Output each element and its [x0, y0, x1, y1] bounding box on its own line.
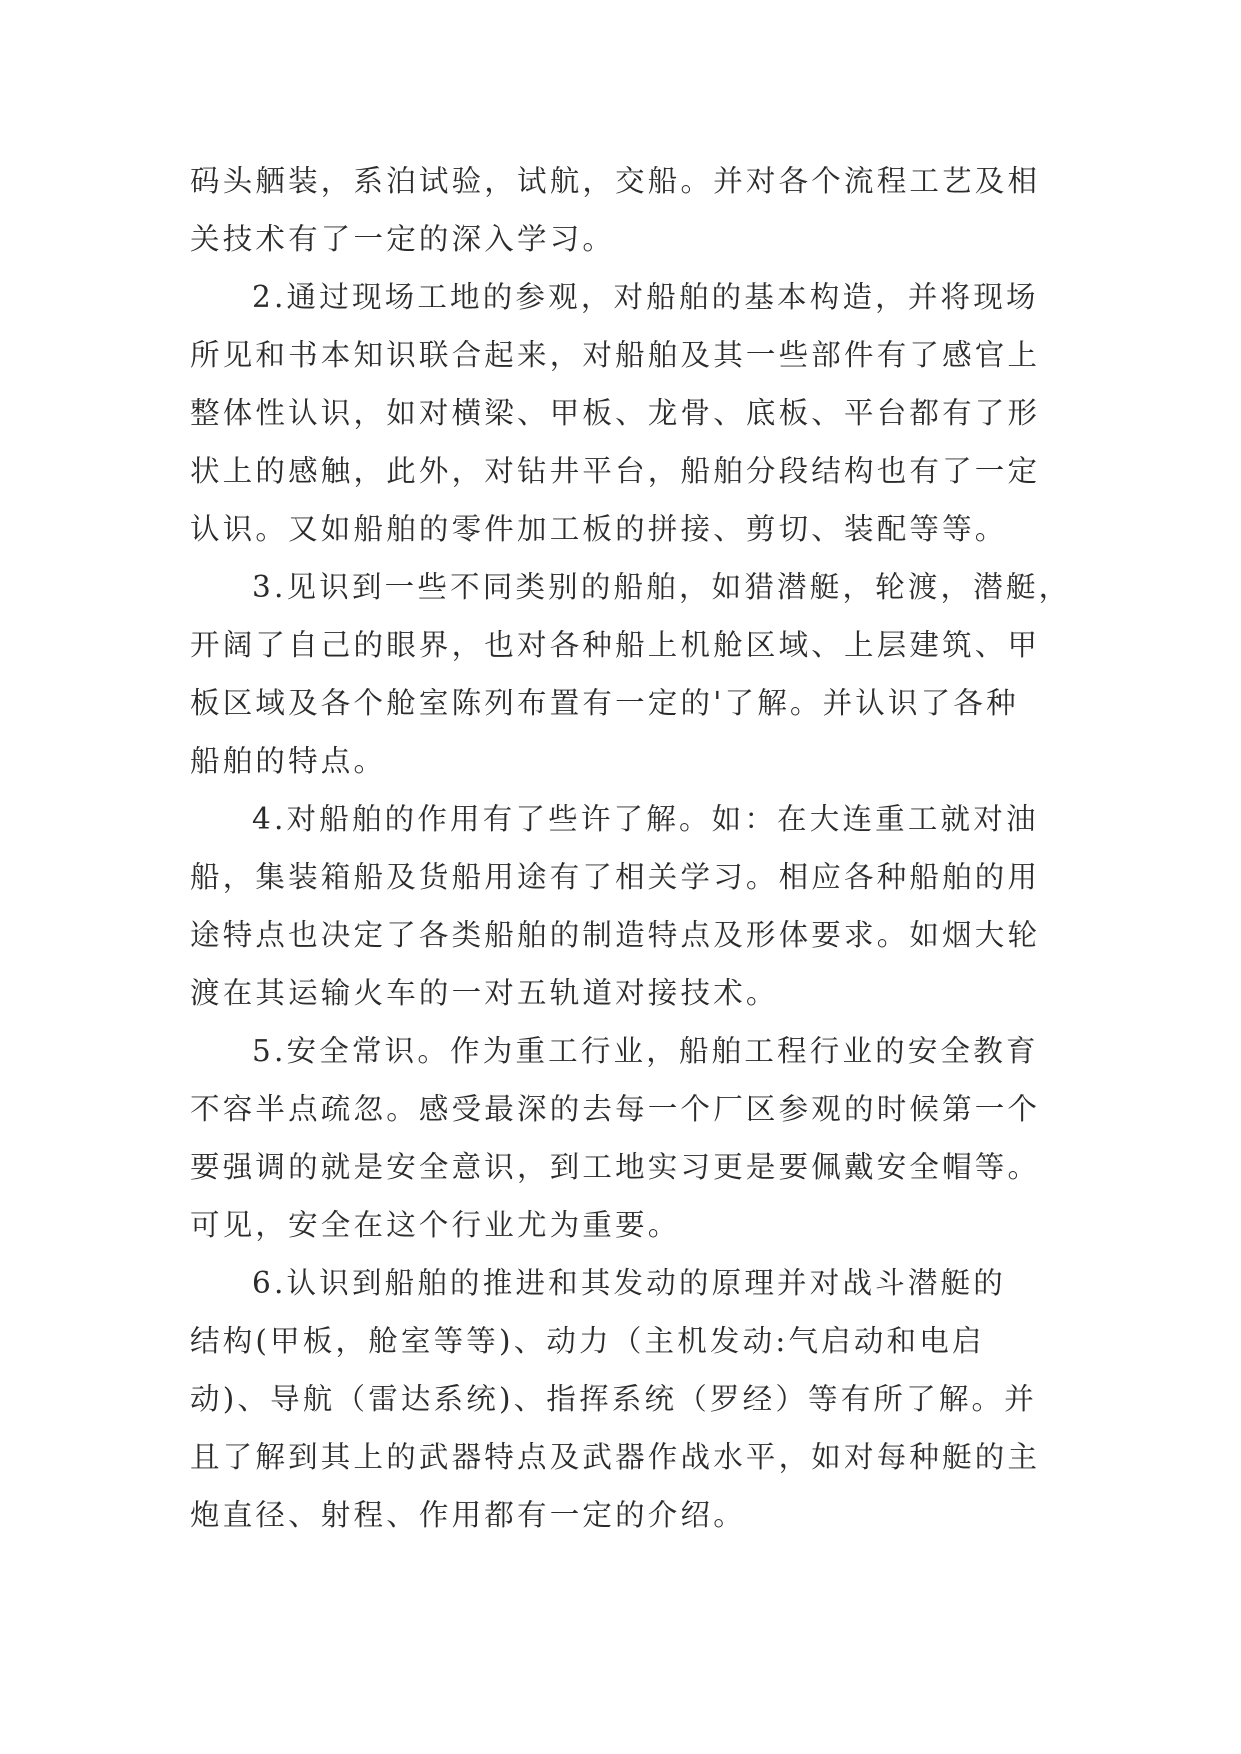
text-line: 结构(甲板，舱室等等)、动力（主机发动:气启动和电启 — [190, 1324, 985, 1358]
paragraph-6-start: 6.认识到船舶的推进和其发动的原理并对战斗潜艇的 — [252, 1266, 1006, 1300]
paragraph-3-start: 3.见识到一些不同类别的船舶，如猎潜艇，轮渡，潜艇， — [252, 570, 1072, 604]
text-line: 关技术有了一定的深入学习。 — [190, 222, 616, 256]
text-line: 码头舾装，系泊试验，试航，交船。并对各个流程工艺及相 — [190, 164, 1041, 198]
text-line: 开阔了自己的眼界，也对各种船上机舱区域、上层建筑、甲 — [190, 628, 1041, 662]
document-body — [190, 152, 1070, 1544]
text-line: 炮直径、射程、作用都有一定的介绍。 — [190, 1498, 746, 1532]
text-line: 板区域及各个舱室陈列布置有一定的'了解。并认识了各种 — [190, 686, 1019, 720]
text-line: 船，集装箱船及货船用途有了相关学习。相应各种船舶的用 — [190, 860, 1041, 894]
paragraph-5-start: 5.安全常识。作为重工行业，船舶工程行业的安全教育 — [252, 1034, 1039, 1068]
text-line: 状上的感触，此外，对钻井平台，船舶分段结构也有了一定 — [190, 454, 1041, 488]
paragraph-4-start: 4.对船舶的作用有了些许了解。如：在大连重工就对油 — [252, 802, 1039, 836]
text-line: 渡在其运输火车的一对五轨道对接技术。 — [190, 976, 779, 1010]
text-line: 途特点也决定了各类船舶的制造特点及形体要求。如烟大轮 — [190, 918, 1041, 952]
text-line: 船舶的特点。 — [190, 744, 387, 778]
text-line: 动)、导航（雷达系统)、指挥系统（罗经）等有所了解。并 — [190, 1382, 1037, 1416]
text-line: 且了解到其上的武器特点及武器作战水平，如对每种艇的主 — [190, 1440, 1041, 1474]
text-line: 可见，安全在这个行业尤为重要。 — [190, 1208, 681, 1242]
text-line: 所见和书本知识联合起来，对船舶及其一些部件有了感官上 — [190, 338, 1041, 372]
paragraph-2-start: 2.通过现场工地的参观，对船舶的基本构造，并将现场 — [252, 280, 1039, 314]
text-line: 要强调的就是安全意识，到工地实习更是要佩戴安全帽等。 — [190, 1150, 1041, 1184]
text-line: 不容半点疏忽。感受最深的去每一个厂区参观的时候第一个 — [190, 1092, 1041, 1126]
text-line: 认识。又如船舶的零件加工板的拼接、剪切、装配等等。 — [190, 512, 1008, 546]
text-line: 整体性认识，如对横梁、甲板、龙骨、底板、平台都有了形 — [190, 396, 1041, 430]
